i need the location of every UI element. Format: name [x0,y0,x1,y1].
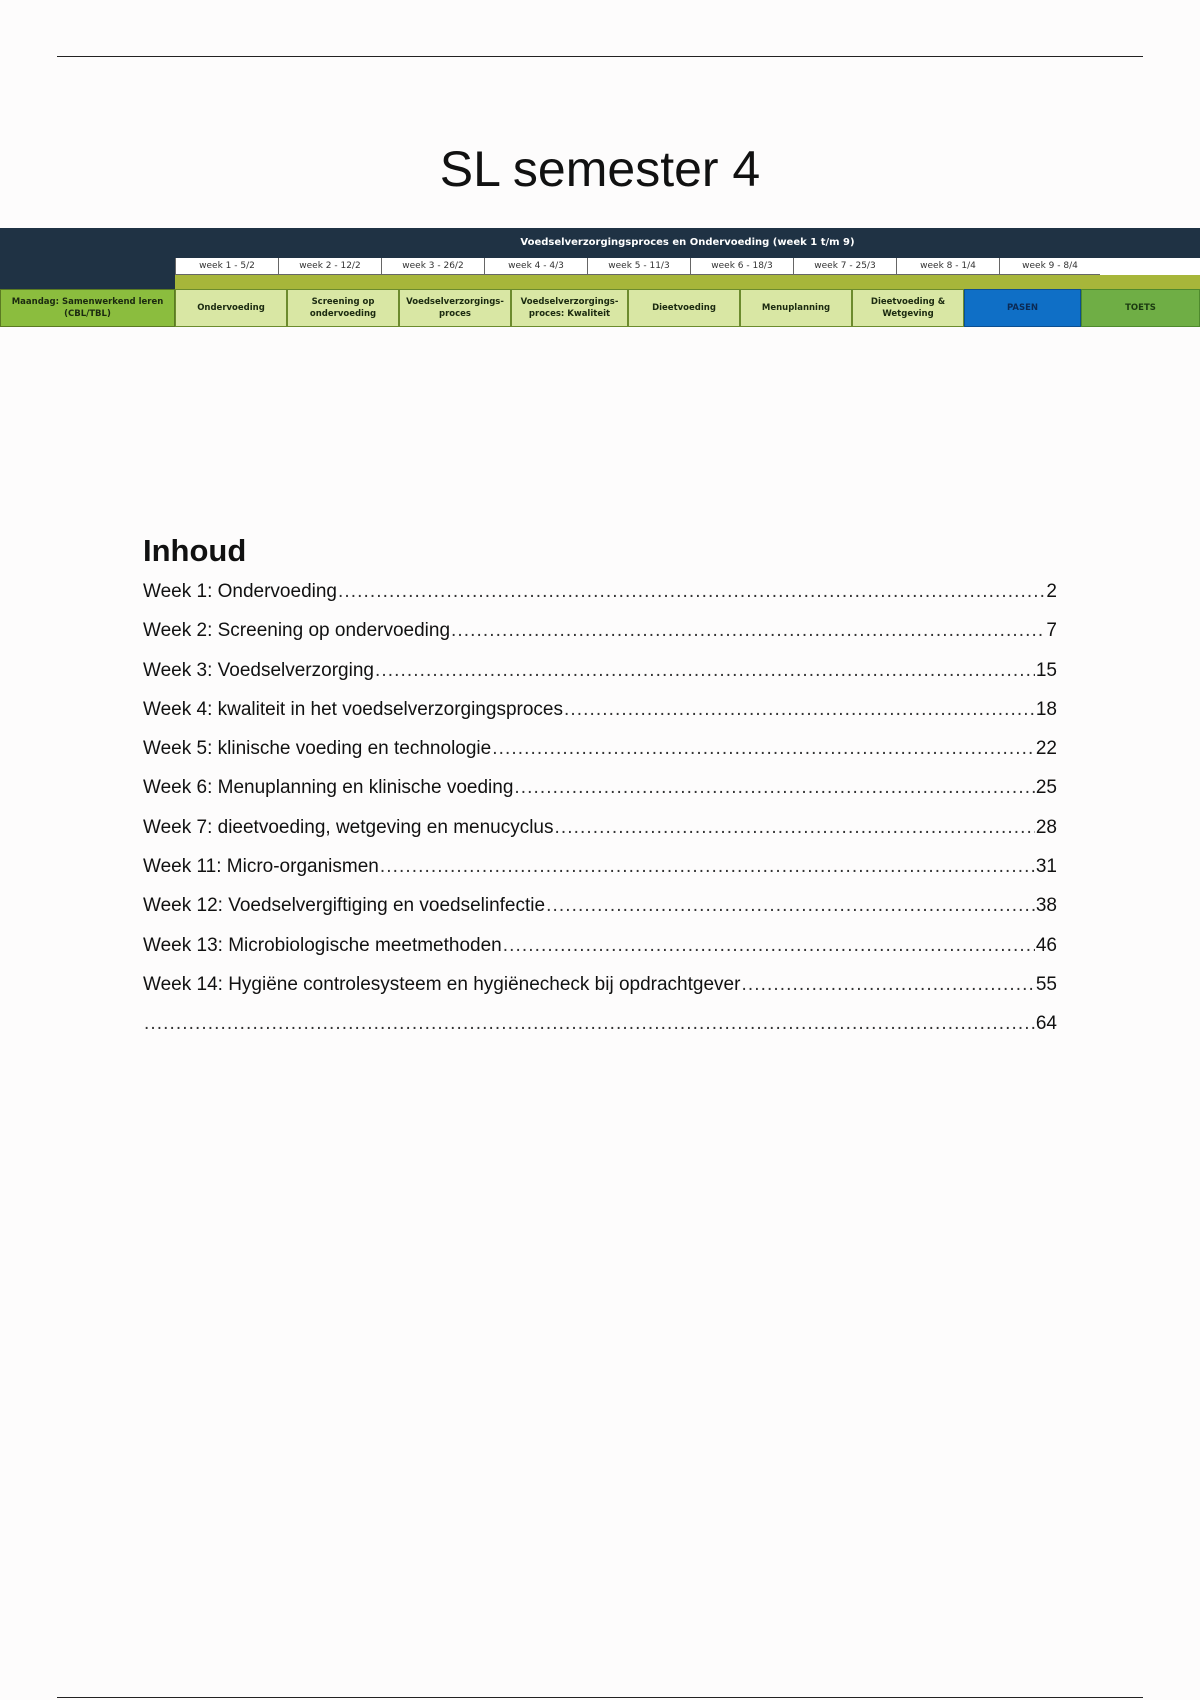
schedule-week-cell: week 1 - 5/2 [175,258,278,275]
toc-page-number: 28 [1035,816,1057,838]
toc-dot-leader [564,699,1035,721]
toc-dot-leader [380,856,1035,878]
toc-entry-title: Week 6: Menuplanning en klinische voeding [143,777,514,799]
toc-entry[interactable] [143,817,1057,856]
toc-entry[interactable] [143,699,1057,738]
toc-dot-leader [338,581,1045,603]
toc-entry[interactable] [143,660,1057,699]
toc-entry-title: Week 14: Hygiëne controlesysteem en hygiënecheck bij opdrachtgever [143,973,741,995]
header-rule [57,56,1143,57]
toc-entry-title: Week 7: dieetvoeding, wetgeving en menucyclus [143,816,554,838]
toc-dot-leader [503,935,1035,957]
schedule-week-row [175,258,1200,275]
schedule-topic-cell: Voedselverzorgings-proces: Kwaliteit [511,289,628,327]
toc-entry-title: Week 2: Screening op ondervoeding [143,620,451,642]
toc-page-number: 55 [1035,973,1057,995]
schedule-week-cell: week 5 - 11/3 [587,258,690,275]
toc-entry[interactable] [143,856,1057,895]
toc-page-number: 38 [1035,895,1057,917]
schedule-week-cell: week 3 - 26/2 [381,258,484,275]
toc-page-number: 18 [1035,698,1057,720]
schedule-topic-cell: Ondervoeding [175,289,287,327]
toc-page-number: 46 [1035,934,1057,956]
schedule-topic-cell: PASEN [964,289,1081,327]
toc-page-number: 2 [1046,581,1057,602]
toc-entry[interactable] [143,974,1057,1013]
toc-dot-leader [144,1013,1035,1035]
toc-entry-title: Week 4: kwaliteit in het voedselverzorgingsproces [143,698,563,720]
toc-entry[interactable] [143,777,1057,816]
toc-entry-title: Week 11: Micro-organismen [143,856,379,878]
toc-entry[interactable] [143,620,1057,659]
toc-page-number: 22 [1035,738,1057,760]
toc-entry[interactable] [143,1013,1057,1052]
schedule-header-title: Voedselverzorgingsproces en Ondervoeding (week 1 t/m 9) [520,237,855,248]
toc-page-number: 15 [1035,659,1057,681]
toc-dot-leader [514,777,1034,799]
schedule-banner [0,228,1200,328]
schedule-topic-cell: Menuplanning [740,289,852,327]
schedule-week-cell: week 9 - 8/4 [999,258,1100,275]
toc-entry[interactable] [143,895,1057,934]
schedule-topic-cell: Voedselverzorgings-proces [399,289,511,327]
toc-dot-leader [492,738,1035,760]
schedule-olive-bar [175,275,1200,289]
footer-rule [57,1697,1143,1698]
toc-dot-leader [546,895,1035,917]
toc-dot-leader [451,620,1045,642]
toc-entry-title: Week 13: Microbiologische meetmethoden [143,934,502,956]
toc-heading: Inhoud [143,533,247,568]
schedule-topic-cell: Screening op ondervoeding [287,289,399,327]
toc-dot-leader [555,817,1035,839]
toc-entry-title: Week 1: Ondervoeding [143,581,337,602]
schedule-week-cell: week 4 - 4/3 [484,258,587,275]
document-title: SL semester 4 [439,141,761,197]
toc-page-number: 7 [1046,620,1057,642]
toc-entry-title: Week 3: Voedselverzorging [143,659,374,681]
schedule-topic-cell: Dieetvoeding [628,289,740,327]
schedule-week-cell: week 8 - 1/4 [896,258,999,275]
toc-entry[interactable] [143,935,1057,974]
schedule-week-cell: week 7 - 25/3 [793,258,896,275]
table-of-contents [143,581,1057,1053]
toc-page-number: 25 [1035,777,1057,799]
toc-entry-title: Week 5: klinische voeding en technologie [143,738,492,760]
toc-entry[interactable] [143,738,1057,777]
toc-dot-leader [741,974,1034,996]
schedule-topic-cell: Dieetvoeding & Wetgeving [852,289,964,327]
schedule-topic-row [175,289,1200,327]
toc-page-number: 64 [1035,1013,1057,1035]
toc-entry[interactable] [143,581,1057,620]
toc-entry-title: Week 12: Voedselvergiftiging en voedselinfectie [143,895,546,917]
schedule-corner-cell [0,258,175,289]
schedule-topic-cell: TOETS [1081,289,1200,327]
schedule-row-label: Maandag: Samenwerkend leren (CBL/TBL) [0,289,175,327]
toc-dot-leader [375,660,1035,682]
toc-page-number: 31 [1035,856,1057,878]
schedule-week-cell: week 6 - 18/3 [690,258,793,275]
schedule-week-cell: week 2 - 12/2 [278,258,381,275]
